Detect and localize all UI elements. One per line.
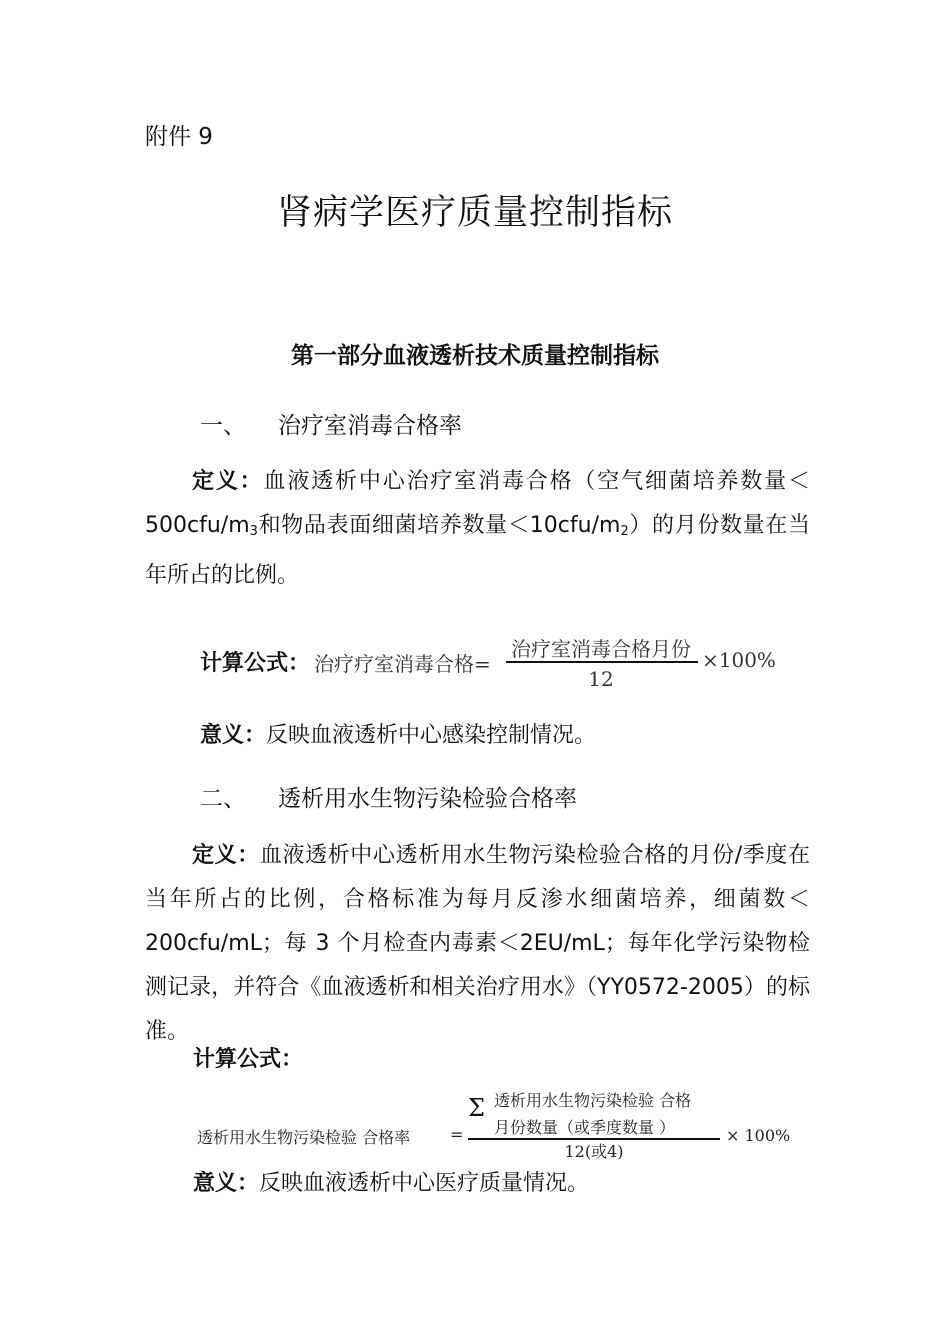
annex-label: 附件 9 [145, 124, 213, 150]
subscript-2: 2 [620, 524, 629, 539]
formula-numerator: 治疗室消毒合格月份 [511, 637, 691, 661]
formula-left-side: 透析用水生物污染检验 合格率 [197, 1128, 411, 1147]
formula-numerator-line-2: 月份数量（或季度数量 ） [494, 1118, 676, 1137]
formula-left-side: 治疗疗室消毒合格= [314, 652, 491, 676]
formula-denominator: 12 [588, 667, 614, 691]
section-2-title: 透析用水生物污染检验合格率 [278, 786, 577, 812]
document-title: 肾病学医疗质量控制指标 [276, 193, 673, 233]
subscript-3: 3 [249, 524, 258, 539]
meaning-text: 反映血液透析中心感染控制情况。 [266, 723, 597, 748]
section-1-heading [200, 407, 462, 440]
meaning-label: 意义： [200, 723, 267, 748]
definition-text-a: 血液透析中心治疗室消毒合格（空气细菌培养数量＜500cfu/m [145, 469, 810, 538]
formula-numerator-line-1: 透析用水生物污染检验 合格 [494, 1091, 692, 1110]
section-1-meaning [200, 718, 596, 749]
meaning-label: 意义： [193, 1171, 260, 1196]
definition-text-c: ）的月份数量在当年所占的比例。 [145, 513, 810, 588]
definition-text: 血液透析中心透析用水生物污染检验合格的月份/季度在当年所占的比例，合格标准为每月反渗水细菌培养，细菌数＜200cfu/mL；每 3 个月检查内毒素＜2EU/mL；每年化学污染物检测记录，并符合《血液透析和相关治疗用水》（YY0572-2005）的标准。 [145, 843, 810, 1044]
formula-label: 计算公式： [200, 651, 311, 676]
section-2-definition [145, 834, 810, 1054]
fraction-bar [506, 661, 698, 663]
sigma-symbol: Σ [468, 1094, 485, 1122]
section-1-title: 治疗室消毒合格率 [278, 413, 462, 439]
formula-multiplier: × 100% [726, 1126, 791, 1145]
equals-sign: = [450, 1125, 464, 1144]
definition-label: 定义： [192, 843, 260, 868]
section-2-meaning [193, 1166, 589, 1197]
definition-label: 定义： [192, 469, 264, 494]
section-1-number: 一、 [200, 413, 246, 439]
part-heading: 第一部分血液透析技术质量控制指标 [291, 343, 659, 369]
formula-denominator: 12(或4) [564, 1142, 624, 1161]
section-1-definition [145, 460, 810, 598]
meaning-text: 反映血液透析中心医疗质量情况。 [259, 1171, 590, 1196]
formula-multiplier: ×100% [702, 648, 776, 672]
section-2-number: 二、 [200, 786, 246, 812]
definition-text-b: 和物品表面细菌培养数量＜10cfu/m [257, 513, 621, 538]
section-2-formula-label: 计算公式： [193, 1047, 304, 1072]
section-2-heading [200, 780, 577, 813]
